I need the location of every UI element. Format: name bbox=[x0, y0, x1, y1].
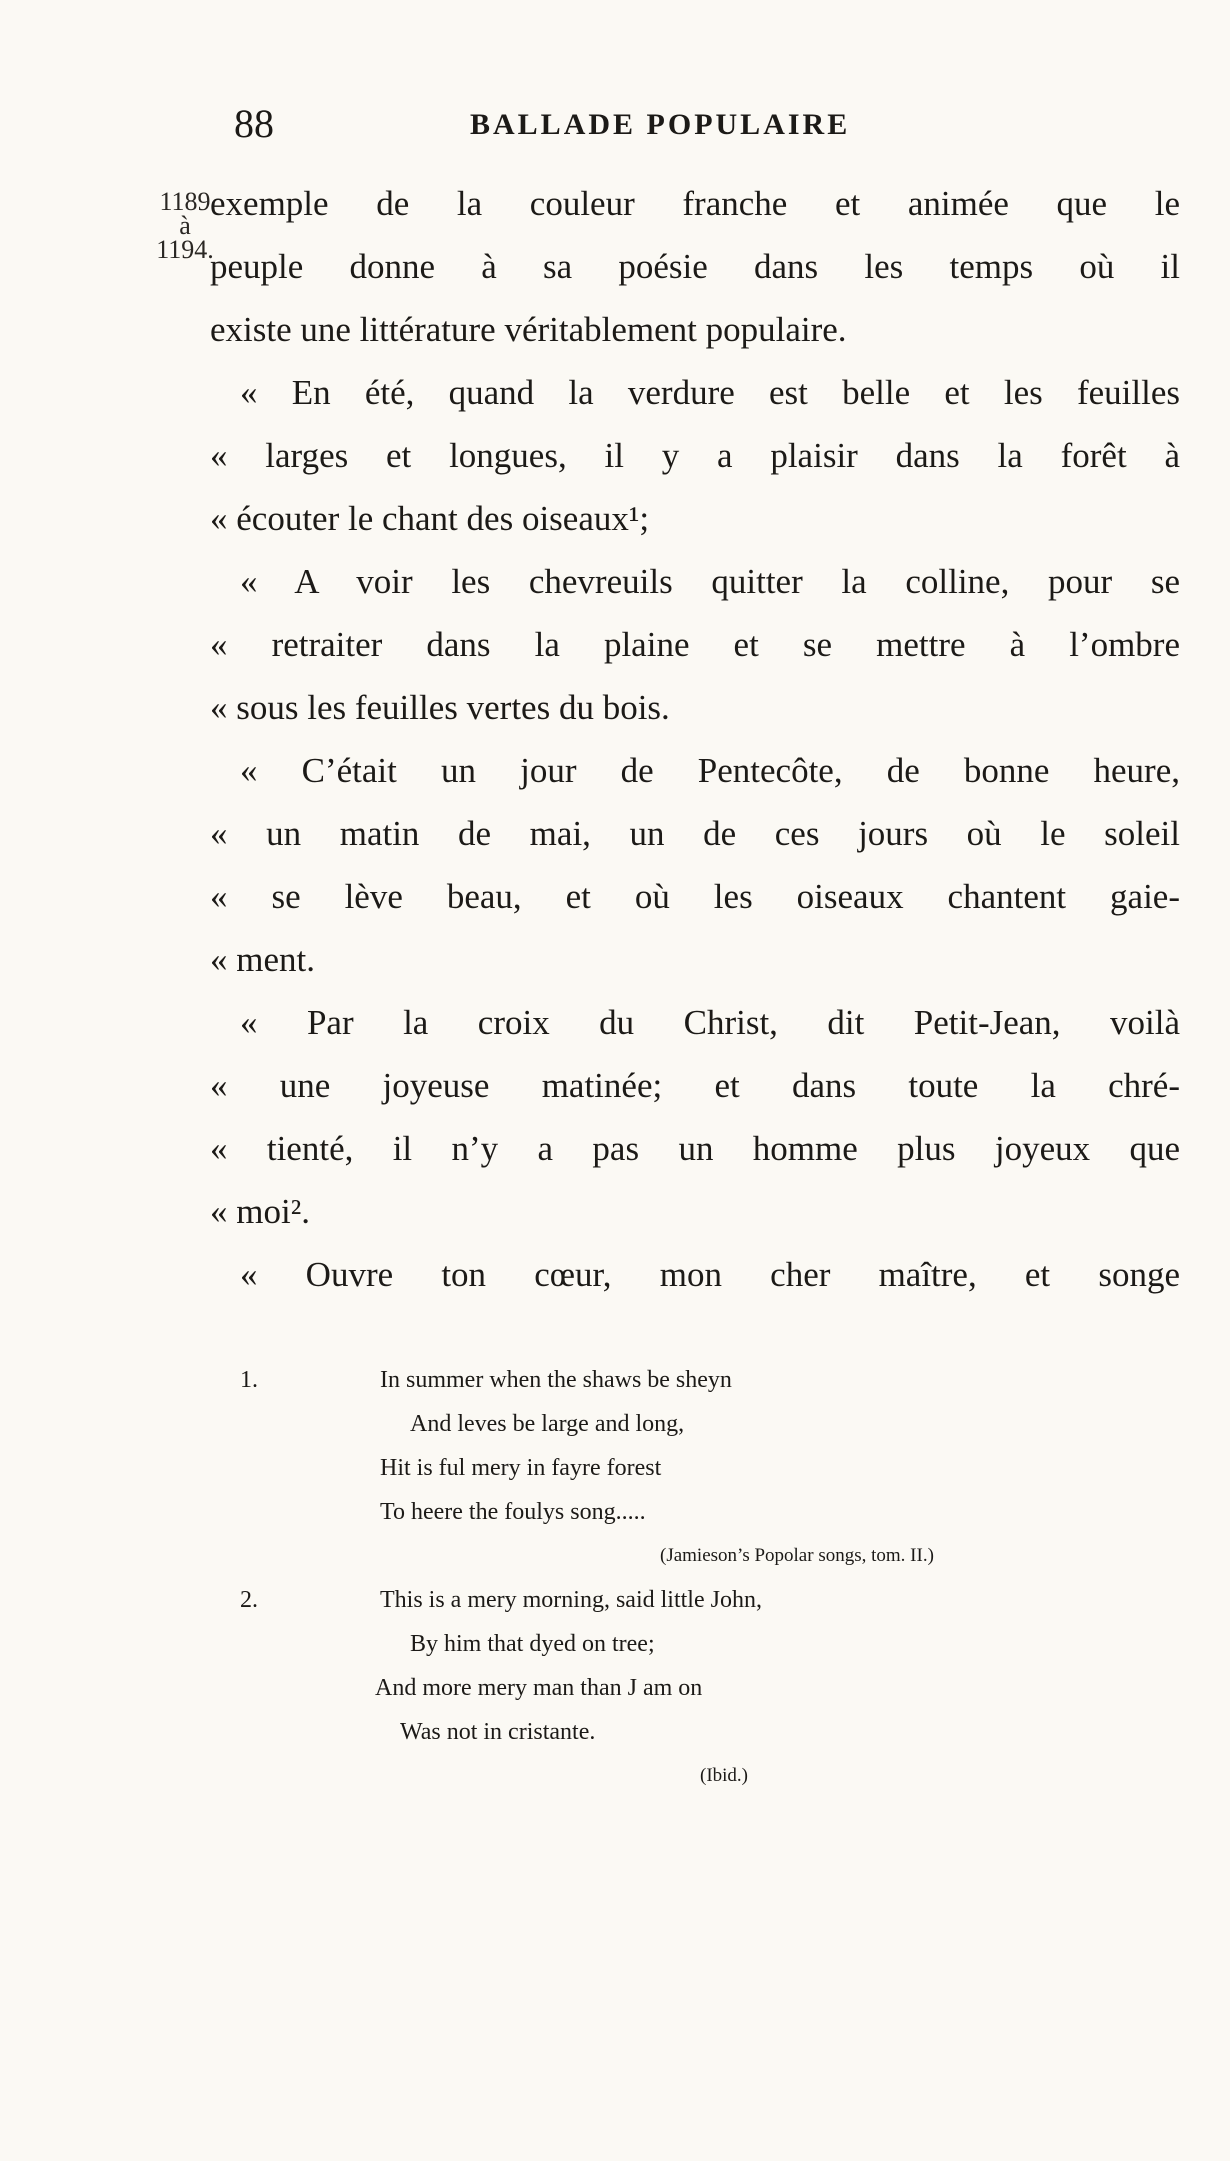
text-line: « une joyeuse matinée; et dans toute la chré- bbox=[210, 1066, 1180, 1105]
text-line: exemple de la couleur franche et animée que le bbox=[210, 184, 1180, 223]
text-line: existe une littérature véritablement populaire. bbox=[210, 310, 847, 349]
footnote-citation: (Ibid.) bbox=[700, 1765, 749, 1786]
text-line: « Par la croix du Christ, dit Petit-Jean, voilà bbox=[240, 1003, 1180, 1042]
text-line: « C’était un jour de Pentecôte, de bonne heure, bbox=[240, 751, 1180, 790]
page-number: 88 bbox=[234, 101, 274, 146]
running-title: BALLADE POPULAIRE bbox=[470, 108, 851, 141]
text-line: « Ouvre ton cœur, mon cher maître, et songe bbox=[240, 1255, 1180, 1294]
footnote-marker: 2. bbox=[240, 1587, 258, 1613]
margin-date-note bbox=[155, 187, 215, 264]
footnote-marker: 1. bbox=[240, 1367, 258, 1393]
footnote-verse: To heere the foulys song..... bbox=[380, 1499, 646, 1525]
footnote-verse bbox=[210, 1358, 1110, 1402]
text-line: peuple donne à sa poésie dans les temps où il bbox=[210, 247, 1180, 286]
text-line: « tienté, il n’y a pas un homme plus joyeux que bbox=[210, 1129, 1180, 1168]
text-line: « A voir les chevreuils quitter la colline, pour se bbox=[240, 562, 1180, 601]
margin-date-from: 1189 bbox=[159, 187, 211, 216]
main-text bbox=[210, 172, 1180, 1306]
footnote-verse: By him that dyed on tree; bbox=[410, 1631, 655, 1657]
text-line: « ment. bbox=[210, 940, 315, 979]
text-line: « larges et longues, il y a plaisir dans la forêt à bbox=[210, 436, 1180, 475]
margin-date-to: 1194. bbox=[156, 235, 214, 264]
text-line: « se lève beau, et où les oiseaux chantent gaie- bbox=[210, 877, 1180, 916]
text-line: « retraiter dans la plaine et se mettre à l’ombre bbox=[210, 625, 1180, 664]
footnotes bbox=[210, 1358, 1110, 1798]
footnote-verse: And leves be large and long, bbox=[410, 1411, 685, 1437]
page-header bbox=[210, 100, 1180, 150]
footnote-verse: Was not in cristante. bbox=[400, 1719, 596, 1745]
footnote-verse-text: In summer when the shaws be sheyn bbox=[380, 1367, 732, 1393]
text-line: « un matin de mai, un de ces jours où le soleil bbox=[210, 814, 1180, 853]
footnote-verse: And more mery man than J am on bbox=[375, 1675, 703, 1701]
footnote-verse-text: This is a mery morning, said little John, bbox=[380, 1587, 762, 1613]
text-line: « sous les feuilles vertes du bois. bbox=[210, 688, 670, 727]
text-line: « écouter le chant des oiseaux¹; bbox=[210, 499, 650, 538]
footnote-citation: (Jamieson’s Popolar songs, tom. II.) bbox=[660, 1545, 934, 1566]
footnote-verse: Hit is ful mery in fayre forest bbox=[380, 1455, 662, 1481]
footnote-verse bbox=[210, 1578, 1110, 1622]
text-line: « moi². bbox=[210, 1192, 310, 1231]
margin-date-separator: à bbox=[179, 211, 191, 240]
text-line: « En été, quand la verdure est belle et les feuilles bbox=[240, 373, 1180, 412]
